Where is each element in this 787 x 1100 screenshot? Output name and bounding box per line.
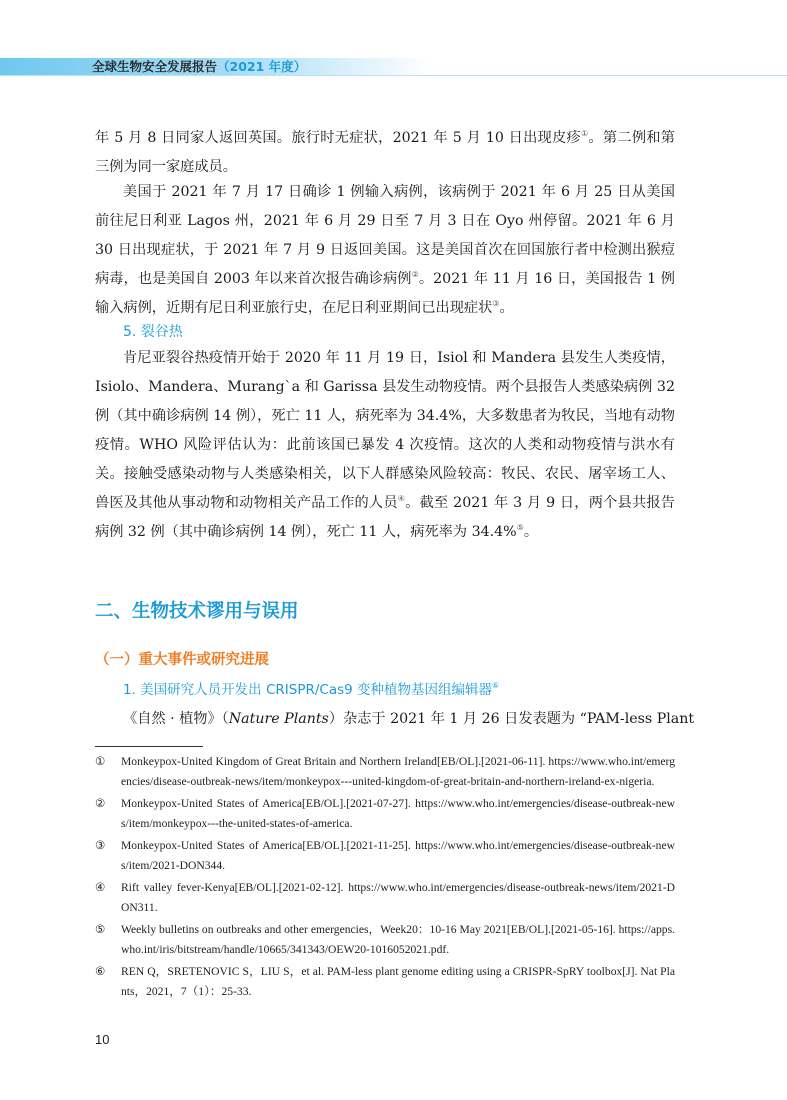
footnote-item <box>95 836 675 875</box>
paragraph-text: 。 <box>523 524 539 540</box>
footnote-item <box>95 920 675 959</box>
footnote-text: Monkeypox-United States of America[EB/OL].[2021-11-25]. https://www.who.int/emergencies/disease-outbreak-news/item/2021-DON344. <box>121 839 675 872</box>
footnote-ref[interactable]: ⑥ <box>492 681 500 690</box>
paragraph-2 <box>95 178 675 323</box>
header-title <box>92 58 306 76</box>
paragraph-3 <box>95 344 675 547</box>
subsection-heading: （一）重大事件或研究进展 <box>95 652 269 668</box>
footnote-text: Rift valley fever-Kenya[EB/OL].[2021-02-12]. https://www.who.int/emergencies/disease-outbreak-news/item/2021-DON311. <box>121 881 675 914</box>
footnote-mark: ④ <box>95 881 106 894</box>
footnote-ref[interactable]: ⑤ <box>516 523 524 532</box>
page-number: 10 <box>95 1032 110 1047</box>
paragraph-text: 《自然 · 植物》（ <box>123 711 229 727</box>
paragraph-text: 年 5 月 8 日同家人返回英国。旅行时无症状，2021 年 5 月 10 日出现皮疹 <box>95 130 581 146</box>
subheading-rift-valley-fever: 5. 裂谷热 <box>123 324 183 340</box>
footnote-item <box>95 878 675 917</box>
paragraph-4 <box>95 705 695 734</box>
footnote-text: Monkeypox-United Kingdom of Great Britain and Northern Ireland[EB/OL].[2021-06-11]. https://www.who.int/emergencies/disease-outbreak-news/item/monkeypox---united-kingdom-of-great-britain-and-northern-ireland-ex-nigeria. <box>121 755 675 788</box>
footnote-mark: ① <box>95 755 106 768</box>
footnote-divider <box>95 746 203 747</box>
footnotes <box>95 752 675 1004</box>
paragraph-text: 肯尼亚裂谷热疫情开始于 2020 年 11 月 19 日，Isiol 和 Mandera 县发生人类疫情，Isiolo、Mandera、Murang`a 和 Garissa 县发生动物疫情。两个县报告人类感染病例 32 例（其中确诊病例 14 例），死亡 11 人，病死率为 34.4%，大多数患者为牧民，当地有动物疫情。WHO 风险评估认为：此前该国已暴发 4 次疫情。这次的人类和动物疫情与洪水有关。接触受感染动物与人类感染相关，以下人群感染风险较高：牧民、农民、屠宰场工人、兽医及其他从事动物和动物相关产品工作的人员 <box>95 350 675 511</box>
paragraph-text: 。截至 2021 年 3 月 9 日，两个县共报告病例 32 例（其中确诊病例 14 例），死亡 11 人，病死率为 34.4% <box>95 495 675 540</box>
header-year: 2021 年度 <box>229 59 294 74</box>
item-heading <box>123 678 499 698</box>
footnote-ref[interactable]: ④ <box>397 494 406 503</box>
item-heading-text: 1. 美国研究人员开发出 CRISPR/Cas9 变种植物基因组编辑器 <box>123 682 493 698</box>
footnote-mark: ③ <box>95 839 106 852</box>
footnote-item <box>95 962 675 1001</box>
paragraph-text: 美国于 2021 年 7 月 17 日确诊 1 例输入病例，该病例于 2021 年 6 月 25 日从美国前往尼日利亚 Lagos 州，2021 年 6 月 29 日至 7 月 3 日在 Oyo 州停留。2021 年 6 月 30 日出现症状，于 2021 年 7 月 9 日返回美国。这是美国首次在回国旅行者中检测出猴痘病毒，也是美国自 2003 年以来首次报告确诊病例 <box>95 184 675 287</box>
running-header <box>0 58 787 76</box>
paragraph-1 <box>95 124 675 182</box>
footnote-item <box>95 794 675 833</box>
header-paren-close: ） <box>293 59 307 74</box>
header-title-text: 全球生物安全发展报告 <box>92 59 218 74</box>
section-heading: 二、生物技术谬用与误用 <box>95 601 299 622</box>
footnote-text: REN Q，SRETENOVIC S，LIU S，et al. PAM-less plant genome editing using a CRISPR-SpRY toolbox[J]. Nat Plants，2021，7（1）：25-33. <box>121 965 675 998</box>
footnote-ref[interactable]: ② <box>411 270 419 279</box>
paragraph-text: 。第二例和第三例为同一家庭成员。 <box>95 130 675 175</box>
journal-name: Nature Plants <box>228 711 329 727</box>
paragraph-text: ）杂志于 2021 年 1 月 26 日发表题为 “PAM-less Plant <box>328 711 695 727</box>
footnote-item <box>95 752 675 791</box>
paragraph-text: 。 <box>499 300 514 316</box>
header-paren-open: （ <box>217 59 230 74</box>
footnote-ref[interactable]: ① <box>581 129 589 138</box>
footnote-ref[interactable]: ③ <box>492 299 500 308</box>
footnote-mark: ⑥ <box>95 965 106 978</box>
paragraph-text: 。2021 年 11 月 16 日，美国报告 1 例输入病例，近期有尼日利亚旅行史，在尼日利亚期间已出现症状 <box>95 271 675 316</box>
footnote-mark: ⑤ <box>95 923 106 936</box>
footnote-text: Monkeypox-United States of America[EB/OL].[2021-07-27]. https://www.who.int/emergencies/disease-outbreak-news/item/monkeypox---the-united-states-of-america. <box>121 797 675 830</box>
footnote-text: Weekly bulletins on outbreaks and other emergencies，Week20：10-16 May 2021[EB/OL].[2021-05-16]. https://apps.who.int/iris/bitstream/handle/10665/341343/OEW20-1016052021.pdf. <box>121 923 675 956</box>
footnote-mark: ② <box>95 797 106 810</box>
